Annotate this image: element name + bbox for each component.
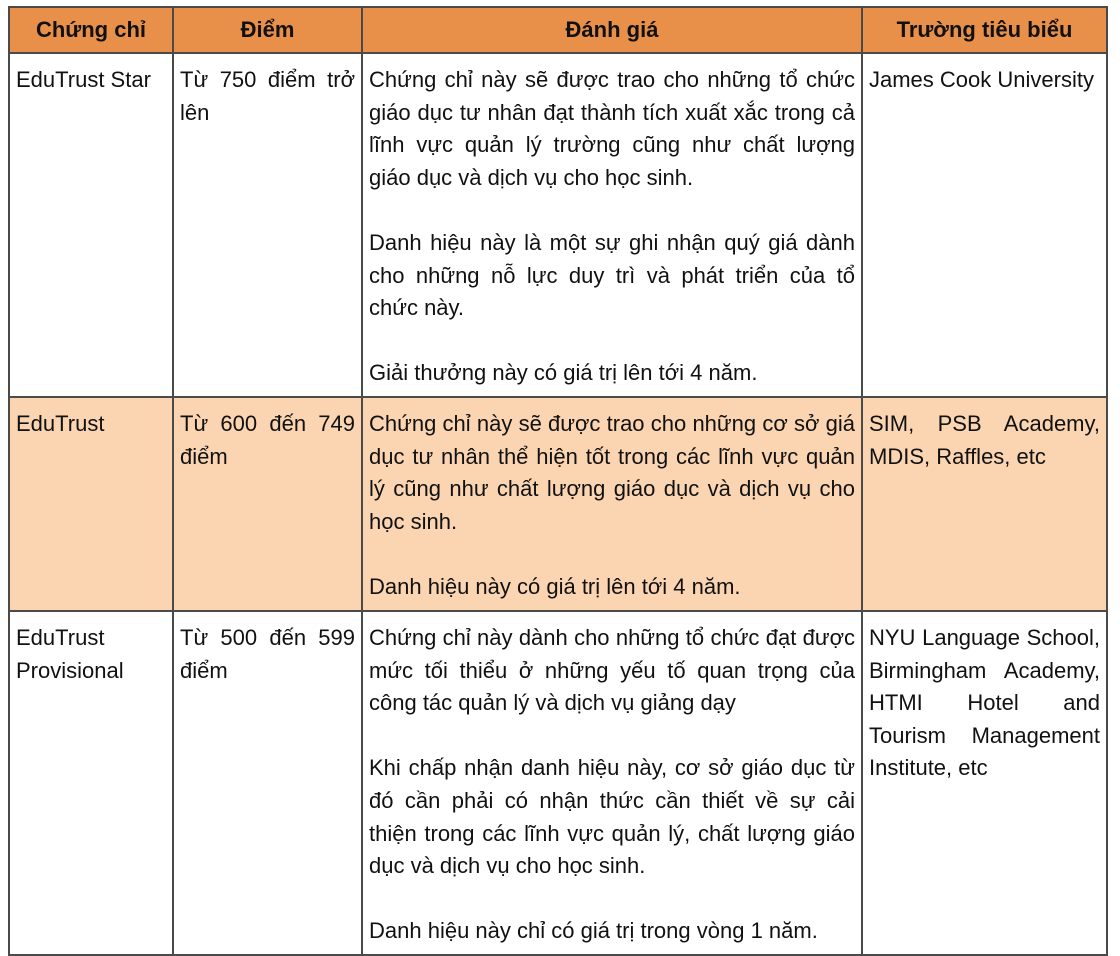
cell-schools [862,53,1107,397]
evaluation-paragraph: Chứng chỉ này sẽ được trao cho những tổ chức giáo dục tư nhân đạt thành tích xuất xắc trong cả lĩnh vực quản lý trường cũng như chất lượng giáo dục và dịch vụ cho học sinh. [369,67,855,190]
evaluation-paragraph: Chứng chỉ này sẽ được trao cho những cơ sở giá dục tư nhân thể hiện tốt trong các lĩnh vực quản lý cũng như chất lượng giáo dục và dịch vụ cho học sinh. [369,411,855,534]
cell-schools [862,611,1107,955]
header-score: Điểm [173,7,362,53]
table-header-row [9,7,1107,53]
evaluation-paragraph: Giải thưởng này có giá trị lên tới 4 năm. [369,360,758,386]
cell-score: Từ 500 đến 599 điểm [173,611,362,955]
evaluation-paragraph: Khi chấp nhận danh hiệu này, cơ sở giáo dục từ đó cần phải có nhận thức cần thiết về sự cải thiện trong các lĩnh vực quản lý, chất lượng giáo dục và dịch vụ cho học sinh. [369,755,855,879]
cell-certificate: EduTrust Provisional [9,611,173,955]
header-certificate: Chứng chỉ [9,7,173,53]
certificate-table-container [8,6,1106,956]
cell-schools [862,397,1107,611]
cell-evaluation [362,397,862,611]
evaluation-paragraph: Danh hiệu này chỉ có giá trị trong vòng 1 năm. [369,918,818,944]
cell-certificate: EduTrust [9,397,173,611]
cell-evaluation [362,53,862,397]
header-typical-schools: Trường tiêu biểu [862,7,1107,53]
edutrust-certificate-table [8,6,1108,956]
header-evaluation: Đánh giá [362,7,862,53]
cell-score: Từ 600 đến 749 điểm [173,397,362,611]
cell-score: Từ 750 điểm trở lên [173,53,362,397]
cell-evaluation [362,611,862,955]
evaluation-paragraph: Danh hiệu này có giá trị lên tới 4 năm. [369,573,741,599]
schools-text: James Cook University [869,67,1094,92]
table-row [9,53,1107,397]
evaluation-paragraph: Danh hiệu này là một sự ghi nhận quý giá dành cho những nỗ lực duy trì và phát triển của tổ chức này. [369,229,855,321]
table-row [9,397,1107,611]
schools-text: NYU Language School, Birmingham Academy, HTMI Hotel and Tourism Management Institute, etc [869,625,1100,781]
evaluation-paragraph: Chứng chỉ này dành cho những tổ chức đạt được mức tối thiểu ở những yếu tố quan trọng của công tác quản lý và dịch vụ giảng dạy [369,625,855,716]
schools-text: SIM, PSB Academy, MDIS, Raffles, etc [869,411,1100,469]
cell-certificate: EduTrust Star [9,53,173,397]
table-row [9,611,1107,955]
